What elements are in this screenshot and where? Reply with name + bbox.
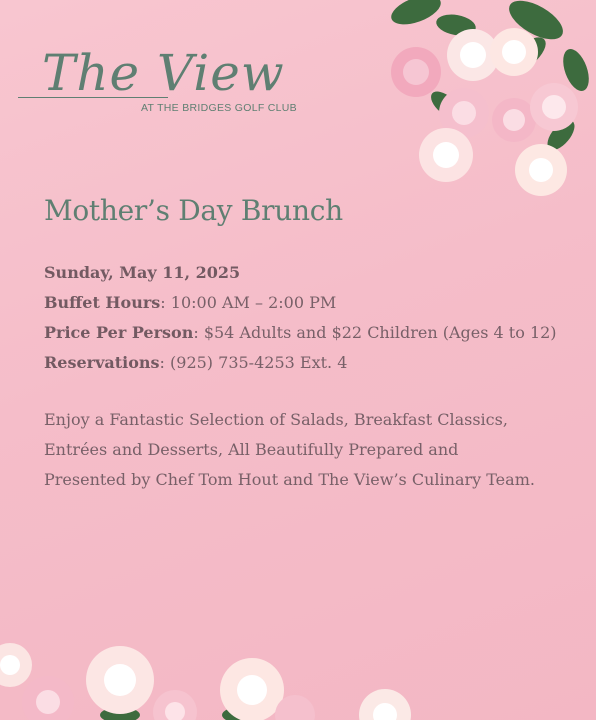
event-date: Sunday, May 11, 2025 (44, 263, 241, 282)
buffet-hours-row (44, 288, 557, 318)
description-line-3: Presented by Chef Tom Hout and The View’s Culinary Team. (44, 470, 535, 489)
reservations-value: : (925) 735-4253 Ext. 4 (159, 353, 348, 372)
event-description (44, 405, 564, 495)
logo-script-text: The View (42, 44, 285, 102)
price-value: : $54 Adults and $22 Children (Ages 4 to 12) (193, 323, 557, 342)
logo-subtitle: AT THE BRIDGES GOLF CLUB (141, 102, 297, 114)
event-details (44, 258, 557, 378)
reservations-label: Reservations (44, 353, 160, 372)
buffet-hours-label: Buffet Hours (44, 293, 161, 312)
logo (18, 44, 318, 118)
buffet-hours-value: : 10:00 AM – 2:00 PM (160, 293, 337, 312)
price-label: Price Per Person (44, 323, 194, 342)
roses-top-decoration (386, 0, 596, 200)
roses-bottom-decoration (0, 620, 596, 720)
event-title: Mother’s Day Brunch (44, 194, 343, 227)
price-row (44, 318, 557, 348)
description-line-2: Entrées and Desserts, All Beautifully Prepared and (44, 440, 459, 459)
event-date-row (44, 258, 557, 288)
reservations-row (44, 348, 557, 378)
description-line-1: Enjoy a Fantastic Selection of Salads, Breakfast Classics, (44, 410, 508, 429)
